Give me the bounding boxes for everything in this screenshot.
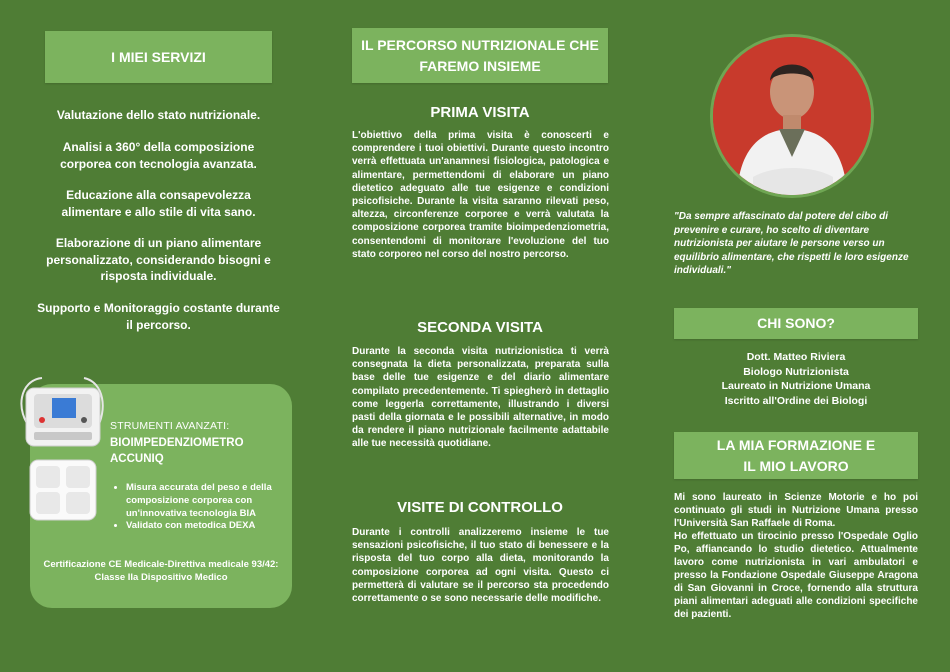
service-item: Educazione alla consapevolezza alimentare e allo stile di vita sano. [61, 188, 256, 219]
education-header-line: IL MIO LAVORO [743, 457, 849, 474]
service-item: Elaborazione di un piano alimentare personalizzato, considerando bisogni e risposta individuale. [46, 236, 271, 284]
education-header [674, 432, 918, 479]
tools-certification: Certificazione CE Medicale-Direttiva medicale 93/42: Classe IIa Dispositivo Medico [43, 559, 279, 584]
service-item: Supporto e Monitoraggio costante durante il percorso. [37, 301, 280, 332]
tools-subtitle: STRUMENTI AVANZATI: [110, 420, 230, 432]
services-header: I MIEI SERVIZI [45, 31, 272, 83]
profile-photo [710, 34, 874, 198]
education-header-line: LA MIA FORMAZIONE E [716, 436, 876, 453]
service-item: Analisi a 360° della composizione corporea con tecnologia avanzata. [60, 140, 257, 171]
about-details [674, 350, 918, 409]
tools-device-name: BIOIMPEDENZIOMETRO ACCUNIQ [110, 437, 244, 465]
list-item: • Misura accurata del peso e della composizione corporea con un'innovativa tecnologia BIA [126, 482, 298, 520]
about-line: Iscritto all'Ordine dei Biologi [724, 395, 868, 408]
section-title: PRIMA VISITA [430, 104, 530, 121]
list-item: • Validato con metodica DEXA [126, 520, 298, 533]
about-line: Dott. Matteo Riviera [746, 351, 846, 363]
bioimpedance-device-image [12, 370, 112, 530]
portrait-image [713, 37, 871, 195]
about-line: Biologo Nutrizionista [743, 365, 849, 378]
tools-feature-list [112, 482, 298, 533]
section-title: VISITE DI CONTROLLO [397, 499, 563, 516]
about-line: Laureato in Nutrizione Umana [721, 380, 871, 393]
section-text: L'obiettivo della prima visita è conoscerti e comprendere i tuoi obiettivi. Durante questo incontro verrà effettuata un'anamnesi fisiologica, patologica e alimentare, permettendomi di elaborare un piano dietetico adeguato alle tue esigenze e condizioni psicofisiche. Durante la visita saranno rilevati peso, altezza, circonferenze corporee e verrà valutata la composizione corporea tramite bioimpedenziometria, consentendomi di monitorare l'evoluzione del tuo stato corporeo nel corso del nostro percorso. [352, 130, 609, 260]
personal-quote: "Da sempre affascinato dal potere del cibo di prevenire e curare, ho scelto di diventare nutrizionista per aiutare le persone verso un equilibrio alimentare, che rispetti le loro esigenze individuali." [674, 211, 909, 277]
path-header: IL PERCORSO NUTRIZIONALE CHE FAREMO INSIEME [352, 28, 608, 83]
education-paragraph: Ho effettuato un tirocinio presso l'Ospedale Oglio Po, affiancando lo studio dietetico. Attualmente lavoro come nutrizionista in vari ambulatori e presso la Fondazione Ospedale Giuseppe Aragona di San Giovanni in Croce, fornendo alla struttura piani alimentari adeguati alle condizioni specifiche dei pazienti. [674, 531, 918, 620]
education-text [674, 491, 918, 621]
education-paragraph: Mi sono laureato in Scienze Motorie e ho poi continuato gli studi in Nutrizione Umana presso l'Università San Raffaele di Roma. [674, 492, 918, 529]
section-text: Durante la seconda visita nutrizionistica ti verrà consegnata la dieta personalizzata, preparata sulla base delle tue esigenze e del diario alimentare compilato precedentemente. Ti spiegherò in dettaglio come leggerla correttamente, illustrando i diversi pasti della giornata e le possibili alternative, in modo da rendere il piano nutrizionale facilmente adattabile alle tue necessità quotidiane. [352, 346, 609, 450]
about-header: CHI SONO? [674, 308, 918, 339]
section-text: Durante i controlli analizzeremo insieme le tue sensazioni psicofisiche, il tuo stato di benessere e la risposta del tuo corpo alla dieta, monitorando la composizione corporea ad ogni visita. Questo ci permetterà di valutare se il percorso sta procedendo correttamente o se sono necessarie delle modifiche. [352, 527, 609, 604]
section-title: SECONDA VISITA [417, 319, 543, 336]
service-item: Valutazione dello stato nutrizionale. [56, 108, 261, 122]
